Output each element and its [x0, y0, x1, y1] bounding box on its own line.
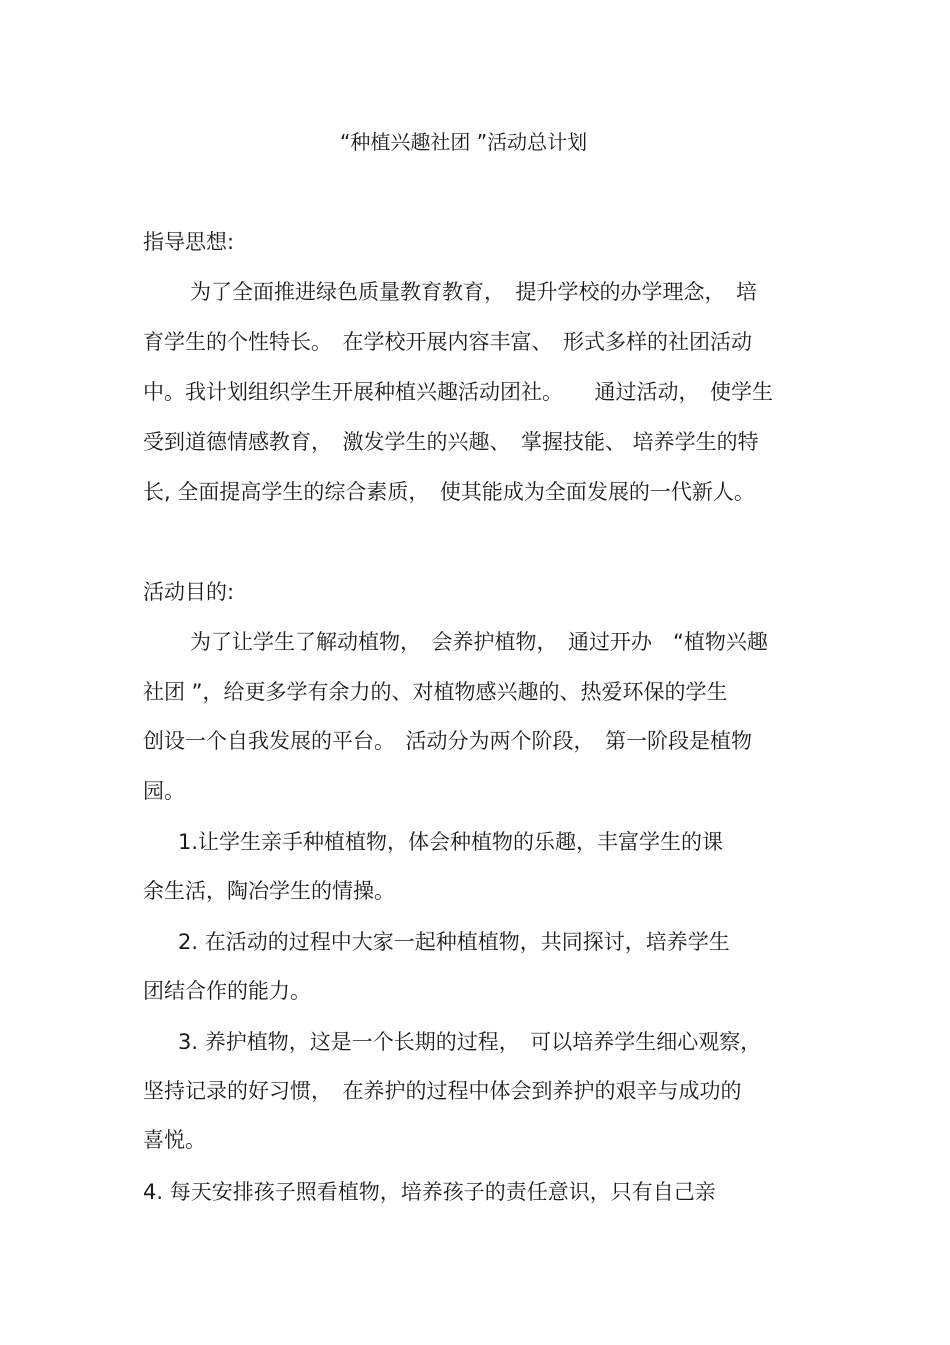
section-heading-guiding-thought: 指导思想: — [143, 230, 235, 254]
list-item-line: 坚持记录的好习惯， 在养护的过程中体会到养护的艰辛与成功的 — [143, 1079, 742, 1103]
paragraph-line: 创设一个自我发展的平台。 活动分为两个阶段， 第一阶段是植物 — [143, 729, 752, 753]
paragraph-line: 园。 — [143, 779, 185, 803]
paragraph-line: 为了全面推进绿色质量教育教育， 提升学校的办学理念， 培 — [190, 280, 757, 304]
paragraph-line: 中。我计划组织学生开展种植兴趣活动团社。 通过活动， 使学生 — [143, 380, 773, 404]
list-item-line: 3. 养护植物，这是一个长期的过程， 可以培养学生细心观察， — [178, 1030, 762, 1054]
list-item-line: 1.让学生亲手种植植物，体会种植物的乐趣，丰富学生的课 — [178, 830, 724, 854]
paragraph-line: 社团 ”，给更多学有余力的、对植物感兴趣的、热爱环保的学生 — [143, 680, 728, 704]
list-item-line: 余生活，陶冶学生的情操。 — [143, 879, 395, 903]
section-heading-activity-purpose: 活动目的: — [143, 580, 235, 604]
list-item-line: 2. 在活动的过程中大家一起种植植物，共同探讨，培养学生 — [178, 930, 730, 954]
list-item-line: 喜悦。 — [143, 1128, 206, 1152]
paragraph-line: 长, 全面提高学生的综合素质， 使其能成为全面发展的一代新人。 — [143, 480, 755, 504]
paragraph-line: 育学生的个性特长。 在学校开展内容丰富、 形式多样的社团活动 — [143, 330, 752, 354]
document-title: “种植兴趣社团 ”活动总计划 — [340, 130, 588, 154]
paragraph-line: 为了让学生了解动植物， 会养护植物， 通过开办 “植物兴趣 — [190, 630, 768, 654]
paragraph-line: 受到道德情感教育， 激发学生的兴趣、 掌握技能、 培养学生的特 — [143, 430, 759, 454]
list-item-line: 4. 每天安排孩子照看植物，培养孩子的责任意识，只有自己亲 — [143, 1180, 716, 1204]
list-item-line: 团结合作的能力。 — [143, 979, 311, 1003]
